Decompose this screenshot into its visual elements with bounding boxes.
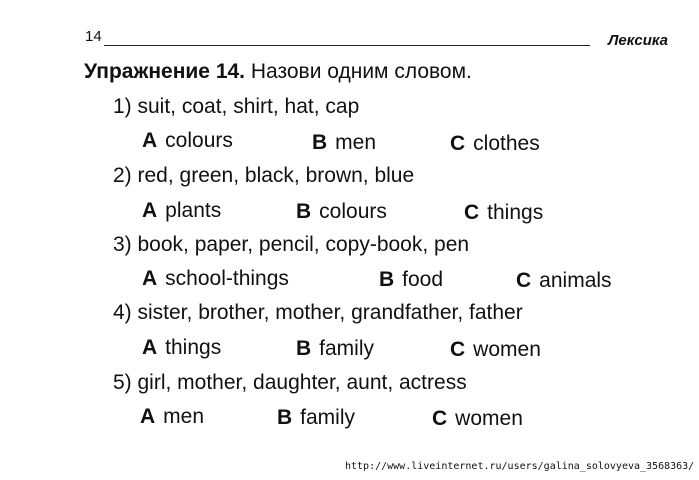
- option-letter: B: [296, 337, 312, 360]
- option-text: family: [300, 406, 356, 429]
- option-text: things: [165, 336, 222, 359]
- option-text: school-things: [165, 267, 289, 290]
- option-text: men: [335, 131, 377, 154]
- option-letter: C: [450, 338, 466, 361]
- option-text: food: [402, 268, 444, 291]
- exercise-label: Упражнение 14.: [84, 60, 246, 83]
- option-text: family: [319, 337, 375, 360]
- option-text: men: [163, 405, 205, 428]
- option-letter: B: [277, 406, 293, 429]
- question-prompt: 1) suit, coat, shirt, hat, cap: [113, 95, 360, 118]
- exercise-heading: [84, 60, 472, 84]
- option-letter: C: [516, 269, 532, 292]
- section-title: Лексика: [608, 32, 668, 49]
- answer-option: [277, 406, 355, 430]
- option-letter: A: [142, 267, 158, 290]
- option-letter: C: [464, 201, 480, 224]
- option-letter: A: [142, 199, 158, 222]
- answer-option: [140, 405, 204, 429]
- option-letter: C: [450, 132, 466, 155]
- question-prompt: 4) sister, brother, mother, grandfather, father: [113, 301, 523, 324]
- option-letter: A: [142, 336, 158, 359]
- answer-option: [450, 132, 540, 156]
- option-letter: B: [379, 268, 395, 291]
- option-text: colours: [165, 129, 233, 152]
- answer-option: [296, 337, 374, 361]
- header-divider: [104, 45, 590, 46]
- answer-option: [312, 131, 376, 155]
- option-text: women: [473, 338, 541, 361]
- answer-option: [379, 268, 443, 292]
- question-prompt: 3) book, paper, pencil, copy-book, pen: [113, 233, 470, 256]
- option-text: things: [487, 201, 544, 224]
- option-text: plants: [165, 199, 222, 222]
- option-letter: C: [432, 407, 448, 430]
- exercise-instruction: Назови одним словом.: [250, 60, 472, 83]
- option-letter: A: [142, 129, 158, 152]
- question-prompt: 2) red, green, black, brown, blue: [113, 164, 415, 187]
- answer-option: [464, 201, 543, 225]
- option-letter: B: [296, 200, 312, 223]
- answer-option: [450, 338, 541, 362]
- source-url: http://www.liveinternet.ru/users/galina_solovyeva_3568363/: [345, 461, 695, 472]
- option-text: women: [455, 407, 523, 430]
- answer-option: [296, 200, 387, 224]
- answer-option: [142, 267, 289, 291]
- option-text: animals: [539, 269, 612, 292]
- option-text: clothes: [473, 132, 540, 155]
- answer-option: [142, 336, 221, 360]
- answer-option: [142, 199, 221, 223]
- option-letter: B: [312, 131, 328, 154]
- answer-option: [432, 407, 523, 431]
- question-prompt: 5) girl, mother, daughter, aunt, actress: [113, 371, 467, 394]
- option-text: colours: [319, 200, 387, 223]
- page-number: 14: [85, 28, 102, 45]
- answer-option: [142, 129, 233, 153]
- option-letter: A: [140, 405, 156, 428]
- answer-option: [516, 269, 612, 293]
